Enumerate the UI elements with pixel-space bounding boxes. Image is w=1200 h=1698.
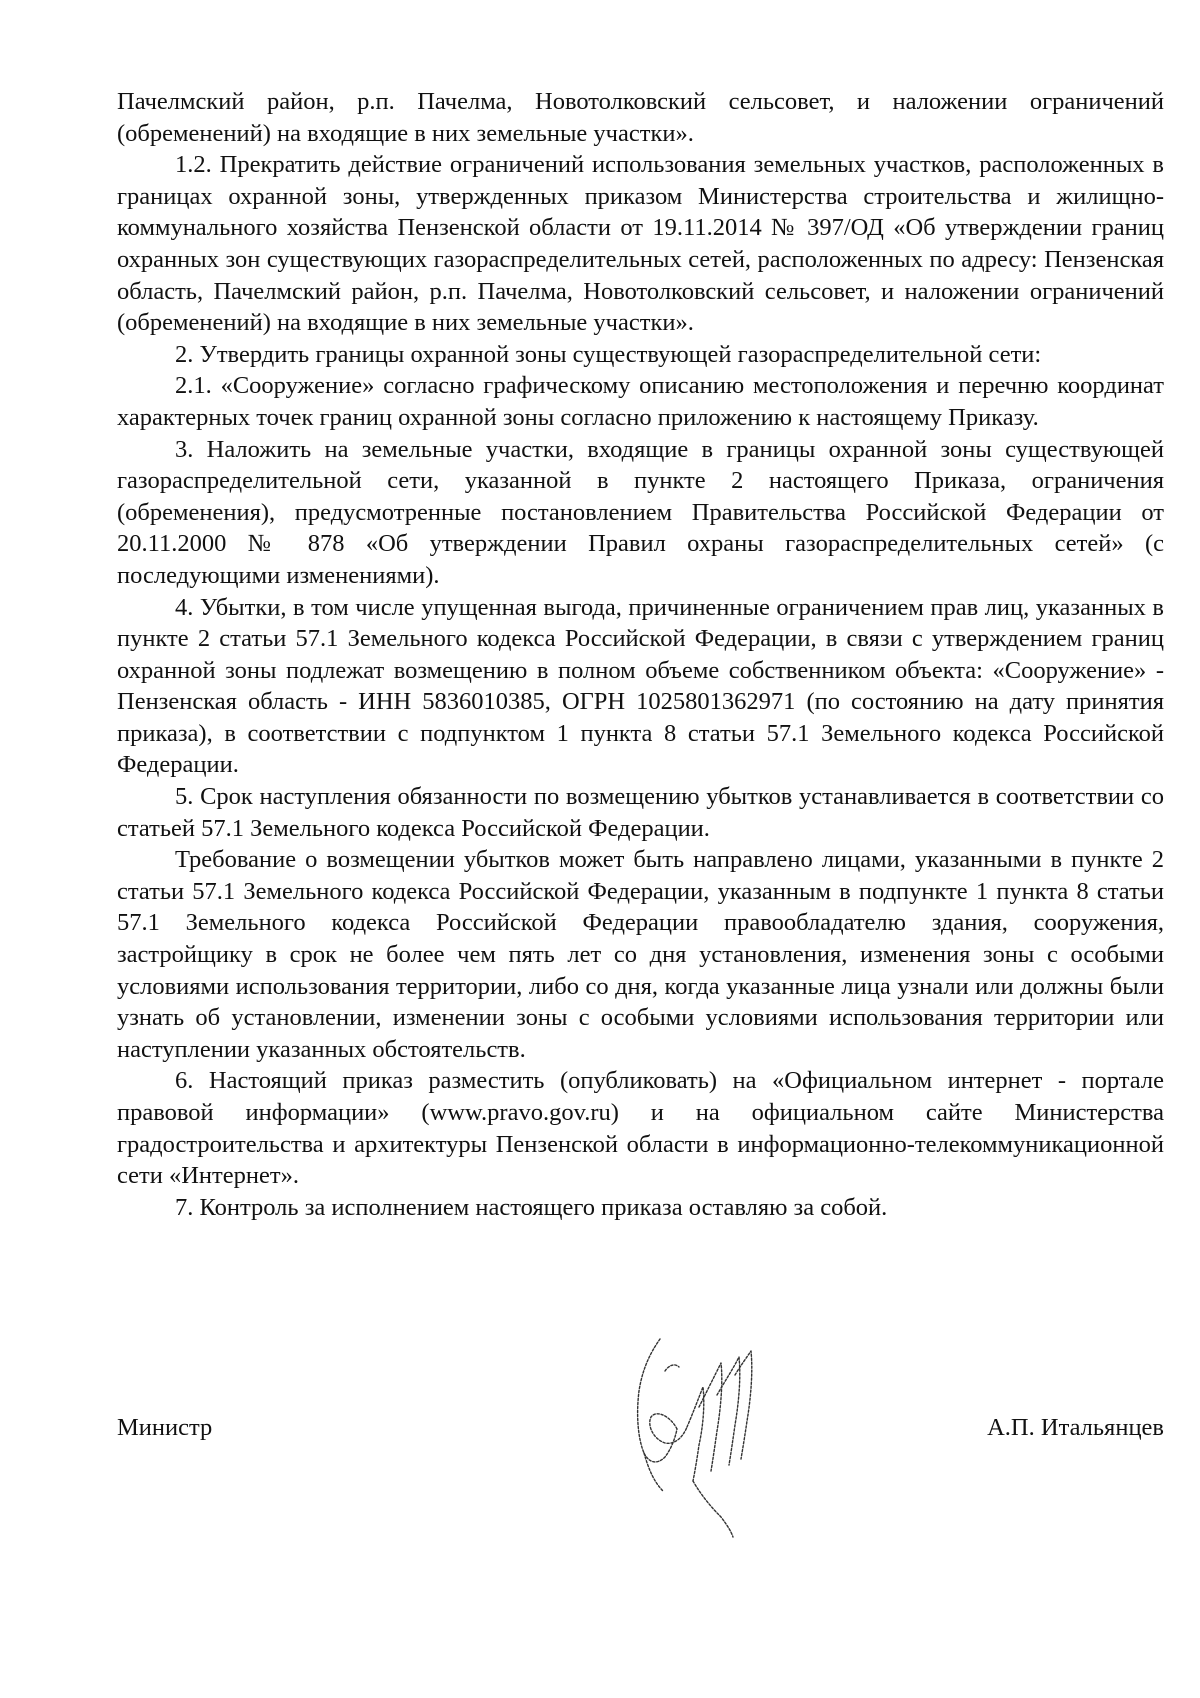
paragraph-7: 7. Контроль за исполнением настоящего приказа оставляю за собой. <box>175 1193 888 1221</box>
signatory-position: Министр <box>117 1414 213 1441</box>
paragraph-4: 4. Убытки, в том числе упущенная выгода, причиненные ограничением прав лиц, указанных в пункте 2 статьи 57.1 Земельного кодекса Российской Федерации, в связи с утверждением границ охранной зоны подлежат возмещению в полном объеме собственником объекта: «Сооружение» - Пензенская область - ИНН 5836010385, ОГРН 1025801362971 (по состоянию на дату принятия приказа), в соответствии с подпунктом 1 пункта 8 статьи 57.1 Земельного кодекса Российской Федерации. <box>117 593 1164 779</box>
document-body <box>117 86 1164 1223</box>
paragraph-3: 3. Наложить на земельные участки, входящие в границы охранной зоны существующей газораспределительной сети, указанной в пункте 2 настоящего Приказа, ограничения (обременения), предусмотренные постановлением Правительства Российской Федерации от 20.11.2000 № 878 «Об утверждении Правил охраны газораспределительных сетей» (с последующими изменениями). <box>117 435 1164 589</box>
paragraph-continuation: Пачелмский район, р.п. Пачелма, Новотолковский сельсовет, и наложении ограничений (обременений) на входящие в них земельные участки». <box>117 88 1164 147</box>
paragraph-1-2: 1.2. Прекратить действие ограничений использования земельных участков, расположенных в границах охранной зоны, утвержденных приказом Министерства строительства и жилищно-коммунального хозяйства Пензенской области от 19.11.2014 № 397/ОД «Об утверждении границ охранных зон существующих газораспределительных сетей, расположенных по адресу: Пензенская область, Пачелмский район, р.п. Пачелма, Новотолковский сельсовет, и наложении ограничений (обременений) на входящие в них земельные участки». <box>117 151 1164 337</box>
paragraph-6: 6. Настоящий приказ разместить (опубликовать) на «Официальном интернет - портале правовой информации» (www.pravo.gov.ru) и на официальном сайте Министерства градостроительства и архитектуры Пензенской области в информационно-телекоммуникационной сети «Интернет». <box>117 1067 1164 1190</box>
paragraph-2: 2. Утвердить границы охранной зоны существующей газораспределительной сети: <box>175 340 1042 368</box>
paragraph-5-claim: Требование о возмещении убытков может быть направлено лицами, указанными в пункте 2 статьи 57.1 Земельного кодекса Российской Федерации, указанным в подпункте 1 пункта 8 статьи 57.1 Земельного кодекса Российской Федерации правообладателю здания, сооружения, застройщику в срок не более чем пять лет со дня установления, изменения зоны с особыми условиями использования территории, либо со дня, когда указанные лица узнали или должны были узнать об установлении, изменении зоны с особыми условиями использования территории или наступлении указанных обстоятельств. <box>117 846 1164 1063</box>
signature-block <box>117 1412 1164 1452</box>
signatory-name: А.П. Итальянцев <box>987 1414 1164 1441</box>
paragraph-5: 5. Срок наступления обязанности по возмещению убытков устанавливается в соответствии со статьей 57.1 Земельного кодекса Российской Федерации. <box>117 783 1164 842</box>
paragraph-2-1: 2.1. «Сооружение» согласно графическому описанию местоположения и перечню координат характерных точек границ охранной зоны согласно приложению к настоящему Приказу. <box>117 372 1164 431</box>
